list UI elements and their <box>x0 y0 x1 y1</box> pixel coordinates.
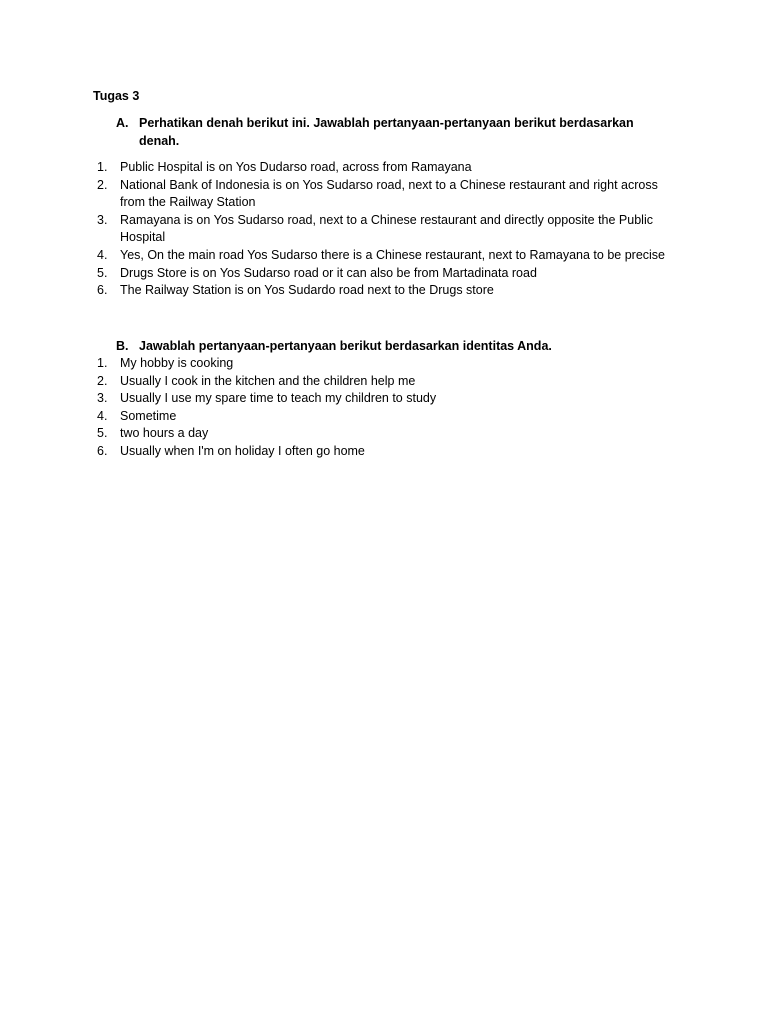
section-a-letter: A. <box>116 116 129 130</box>
list-item-number: 6. <box>97 443 108 458</box>
list-item-number: 4. <box>97 408 108 423</box>
list-item-number: 5. <box>97 426 108 441</box>
list-item <box>0 443 768 461</box>
list-item <box>0 373 768 391</box>
list-item <box>0 425 768 443</box>
list-item-text: My hobby is cooking <box>120 356 234 370</box>
list-item <box>0 212 768 247</box>
section-a-answer-list <box>0 159 768 300</box>
list-item-text: The Railway Station is on Yos Sudardo road next to the Drugs store <box>120 283 494 298</box>
list-item-text: National Bank of Indonesia is on Yos Sudarso road, next to a Chinese restaurant and right across from the Railway Station <box>120 177 658 210</box>
list-item-number: 2. <box>97 373 108 388</box>
list-item-text: Sometime <box>120 408 177 423</box>
list-item <box>0 177 768 212</box>
section-a-heading <box>116 115 656 150</box>
section-b-heading <box>116 338 656 356</box>
list-item <box>0 390 768 408</box>
list-item-text: Usually I cook in the kitchen and the children help me <box>120 373 416 388</box>
list-item <box>0 159 768 177</box>
list-item <box>0 265 768 283</box>
list-item-text: Yes, On the main road Yos Sudarso there is a Chinese restaurant, next to Ramayana to be precise <box>120 247 666 262</box>
list-item-number: 5. <box>97 265 108 280</box>
list-item-number: 3. <box>97 212 108 227</box>
list-item <box>0 247 768 265</box>
list-item <box>0 355 768 373</box>
list-item-text: Public Hospital is on Yos Dudarso road, across from Ramayana <box>120 160 472 174</box>
list-item-text: Usually when I'm on holiday I often go home <box>120 443 365 458</box>
list-item <box>0 282 768 300</box>
list-item-number: 2. <box>97 177 108 192</box>
list-item-text: Drugs Store is on Yos Sudarso road or it can also be from Martadinata road <box>120 265 537 280</box>
document-title: Tugas 3 <box>93 89 140 103</box>
list-item-number: 6. <box>97 283 108 298</box>
list-item-text: Ramayana is on Yos Sudarso road, next to a Chinese restaurant and directly opposite the Public Hospital <box>120 212 653 245</box>
list-item-number: 3. <box>97 391 108 406</box>
section-b-heading-text: Jawablah pertanyaan-pertanyaan berikut berdasarkan identitas Anda. <box>139 339 552 353</box>
section-a-heading-text: Perhatikan denah berikut ini. Jawablah pertanyaan-pertanyaan berikut berdasarkan denah. <box>139 116 634 148</box>
list-item-number: 1. <box>97 356 108 370</box>
section-b-answer-list <box>0 355 768 461</box>
section-b-letter: B. <box>116 339 129 353</box>
list-item-number: 4. <box>97 247 108 262</box>
list-item-text: two hours a day <box>120 426 209 441</box>
list-item-number: 1. <box>97 160 108 174</box>
list-item-text: Usually I use my spare time to teach my children to study <box>120 391 437 406</box>
list-item <box>0 408 768 426</box>
